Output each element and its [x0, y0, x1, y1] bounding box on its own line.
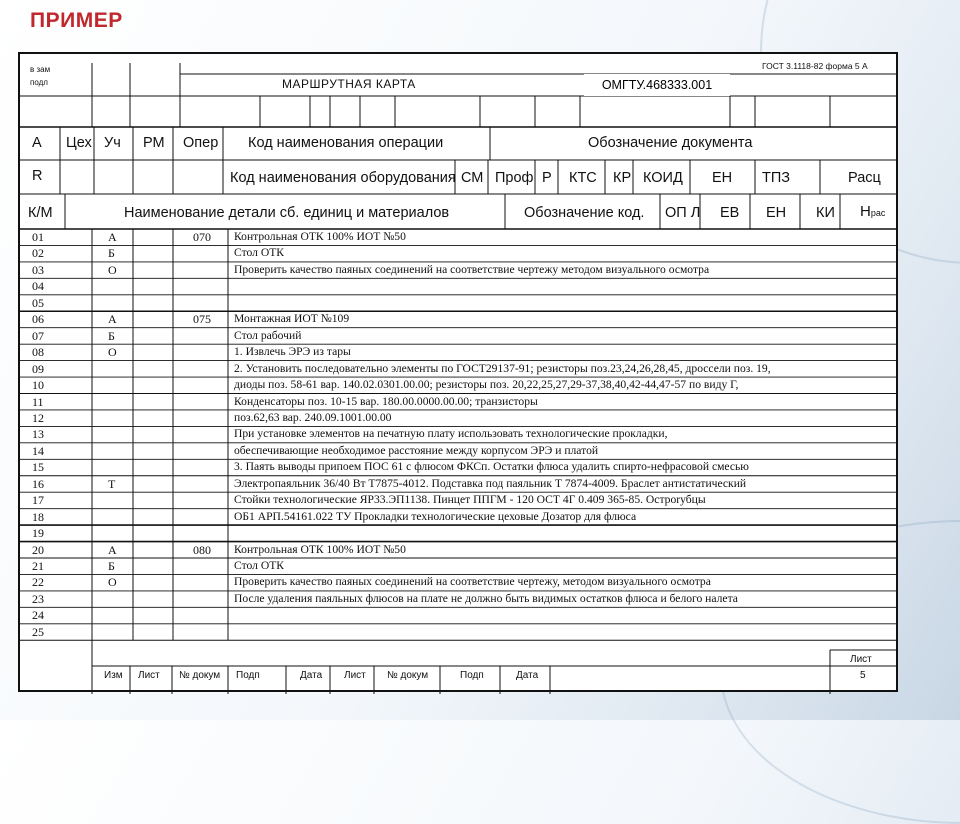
col-kts-label: КТС: [569, 170, 597, 186]
row-number: 09: [32, 361, 44, 376]
col-cm-label: СМ: [461, 170, 484, 186]
footer-sheet-label: Лист: [850, 654, 872, 665]
col-en-label: ЕН: [712, 170, 733, 186]
row-number: 02: [32, 246, 44, 261]
footer-data: Дата: [300, 670, 323, 681]
row-text: Стол ОТК: [234, 246, 285, 260]
row-number: 16: [32, 476, 44, 491]
row-number: 15: [32, 460, 44, 475]
row-number: 14: [32, 443, 44, 458]
row-text: диоды поз. 58-61 вар. 140.02.0301.00.00; резисторы поз. 20,22,25,27,29-37,38,40,42-44,47-57 по виду Г,: [234, 378, 739, 392]
col-ki-label: КИ: [816, 205, 835, 221]
row-uch: О: [108, 262, 117, 277]
row-number: 08: [32, 345, 44, 360]
row-uch: А: [108, 230, 117, 244]
row-number: 05: [32, 295, 44, 310]
col-a-label: А: [32, 135, 42, 151]
row-text: Стойки технологические ЯР33.ЭП1138. Пинцет ППГМ - 120 ОСТ 4Г 0.409 365-85. Остроrубцы: [234, 493, 706, 507]
col-prof-label: Проф: [495, 170, 534, 186]
col-operation-name-label: Код наименования операции: [248, 135, 444, 151]
row-oper: 070: [193, 230, 211, 244]
row-uch: А: [108, 312, 117, 327]
col-kr-label: КР: [613, 170, 632, 186]
row-number: 04: [32, 279, 44, 294]
footer-n-dokum: № докум: [179, 670, 221, 681]
top-left-label-1: в зам: [30, 65, 51, 74]
col-n-label: Нрас: [860, 203, 886, 220]
footer-podp: Подп: [236, 670, 260, 681]
footer-n-dokum-2: № докум: [387, 670, 429, 681]
row-text: Электропаяльник 36/40 Вт Т7875-4012. Подставка под паяльник Т 7874-4009. Браслет антистатический: [234, 476, 747, 490]
row-number: 19: [32, 526, 44, 541]
row-text: Контрольная ОТК 100% ИОТ №50: [234, 542, 406, 556]
gost-label: ГОСТ 3.1118-82 форма 5 А: [762, 61, 868, 71]
col-en2-label: ЕН: [766, 205, 787, 221]
row-number: 25: [32, 624, 44, 639]
footer-list: Лист: [138, 670, 160, 681]
row-number: 23: [32, 591, 44, 606]
row-text: При установке элементов на печатную плату использовать технологические прокладки,: [234, 427, 668, 441]
row-number: 17: [32, 493, 44, 508]
row-text: обеспечивающие необходимое расстояние между корпусом ЭРЭ и платой: [234, 443, 599, 457]
document-code: ОМГТУ.468333.001: [584, 74, 730, 96]
row-oper: 080: [193, 542, 211, 557]
col-part-name-label: Наименование детали сб. единиц и материалов: [124, 205, 450, 221]
route-card: [18, 52, 898, 692]
row-text: Конденсаторы поз. 10-15 вар. 180.00.0000.00.00; транзисторы: [234, 394, 538, 408]
slide-title: ПРИМЕР: [30, 9, 123, 32]
footer-sheet-number: 5: [860, 670, 866, 681]
row-number: 11: [32, 394, 44, 409]
row-number: 06: [32, 312, 44, 327]
row-uch: Б: [108, 328, 115, 343]
row-uch: Б: [108, 559, 115, 573]
col-r-label: R: [32, 168, 43, 184]
col-tpz-label: ТПЗ: [762, 170, 791, 186]
row-number: 01: [32, 230, 44, 244]
row-text: 3. Паять выводы припоем ПОС 61 с флюсом ФКСп. Остатки флюса удалить спирто-нефрасовой смесью: [234, 460, 749, 474]
row-text: После удаления паяльных флюсов на плате не должно быть видимых остатков флюса и белого налета: [234, 591, 738, 605]
col-koid-label: КОИД: [643, 170, 683, 186]
row-text: Контрольная ОТК 100% ИОТ №50: [234, 230, 406, 243]
row-uch: А: [108, 542, 117, 557]
row-number: 18: [32, 509, 44, 524]
row-number: 22: [32, 575, 44, 590]
row-text: Проверить качество паяных соединений на соответствие чертежу методом визуального осмотра: [234, 262, 710, 276]
row-text: Монтажная ИОТ №109: [234, 312, 350, 326]
col-equipment-label: Код наименования оборудования: [230, 170, 456, 186]
col-opl-label: ОП Л: [665, 205, 701, 221]
col-uch-label: Уч: [104, 135, 121, 151]
col-km-label: К/М: [28, 205, 53, 221]
footer-izm: Изм: [104, 670, 123, 681]
col-rasc-label: Расц: [848, 170, 881, 186]
col-ev-label: ЕВ: [720, 205, 740, 221]
row-text: 2. Установить последовательно элементы по ГОСТ29137-91; резисторы поз.23,24,26,28,45, дроссели поз. 19,: [234, 361, 771, 375]
row-number: 21: [32, 559, 44, 573]
card-title: МАРШРУТНАЯ КАРТА: [282, 77, 416, 91]
row-text: ОБ1 АРП.54161.022 ТУ Прокладки технологические цеховые Дозатор для флюса: [234, 509, 637, 523]
row-number: 13: [32, 427, 44, 442]
col-code-label: Обозначение код.: [524, 205, 645, 221]
footer-podp-2: Подп: [460, 670, 484, 681]
top-left-label-2: подл: [30, 78, 48, 87]
col-rm-label: РМ: [143, 135, 165, 151]
row-text: Стол рабочий: [234, 328, 302, 342]
row-number: 10: [32, 378, 44, 393]
row-uch: О: [108, 575, 117, 590]
col-oper-label: Опер: [183, 135, 219, 151]
row-number: 07: [32, 328, 44, 343]
row-number: 20: [32, 542, 44, 557]
col-p-label: Р: [542, 170, 552, 186]
footer-data-2: Дата: [516, 670, 539, 681]
row-text: Стол ОТК: [234, 559, 285, 572]
row-text: Проверить качество паяных соединений на соответствие чертежу, методом визуального осмотра: [234, 575, 711, 589]
row-number: 24: [32, 608, 44, 623]
row-text: 1. Извлечь ЭРЭ из тары: [234, 345, 351, 359]
row-uch: О: [108, 345, 117, 360]
row-number: 12: [32, 410, 44, 425]
row-uch: Т: [108, 476, 116, 491]
col-ceh-label: Цех: [66, 135, 92, 151]
footer-list-2: Лист: [344, 670, 366, 681]
row-uch: Б: [108, 246, 115, 261]
col-document-label: Обозначение документа: [588, 135, 753, 151]
row-number: 03: [32, 262, 44, 277]
row-oper: 075: [193, 312, 211, 327]
row-text: поз.62,63 вар. 240.09.1001.00.00: [234, 410, 392, 424]
